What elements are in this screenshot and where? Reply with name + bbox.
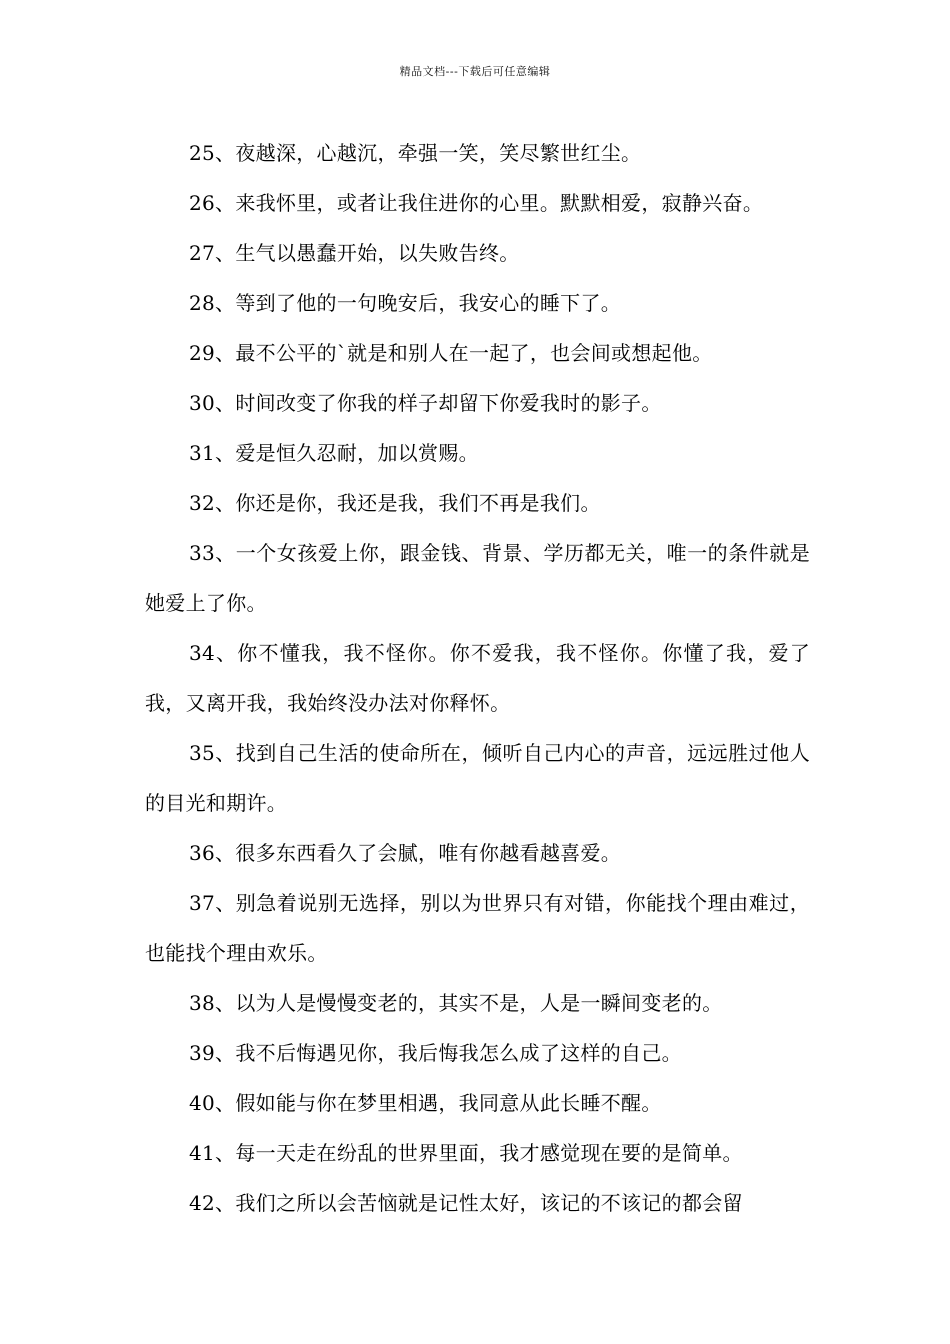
paragraph-39: 39、我不后悔遇见你，我后悔我怎么成了这样的自己。	[189, 1041, 682, 1065]
paragraph-31: 31、爱是恒久忍耐，加以赏赐。	[189, 441, 479, 465]
paragraph-30: 30、时间改变了你我的样子却留下你爱我时的影子。	[189, 391, 662, 415]
paragraph-28: 28、等到了他的一句晚安后，我安心的睡下了。	[189, 291, 622, 315]
page-header: 精品文档---下载后可任意编辑	[399, 65, 551, 78]
paragraph-32: 32、你还是你，我还是我，我们不再是我们。	[189, 491, 601, 515]
document-body	[145, 128, 810, 1228]
paragraph-41: 41、每一天走在纷乱的世界里面，我才感觉现在要的是简单。	[189, 1141, 743, 1165]
paragraph-37: 37、别急着说别无选择，别以为世界只有对错，你能找个理由难过，也能找个理由欢乐。	[145, 891, 810, 965]
paragraph-42: 42、我们之所以会苦恼就是记性太好，该记的不该记的都会留	[189, 1191, 743, 1215]
paragraph-26: 26、来我怀里，或者让我住进你的心里。默默相爱，寂静兴奋。	[189, 191, 764, 215]
paragraph-38: 38、以为人是慢慢变老的，其实不是，人是一瞬间变老的。	[189, 991, 723, 1015]
paragraph-27: 27、生气以愚蠢开始，以失败告终。	[189, 241, 520, 265]
paragraph-29: 29、最不公平的`就是和别人在一起了，也会间或想起他。	[189, 341, 713, 365]
paragraph-36: 36、很多东西看久了会腻，唯有你越看越喜爱。	[189, 841, 622, 865]
paragraph-40: 40、假如能与你在梦里相遇，我同意从此长睡不醒。	[189, 1091, 662, 1115]
paragraph-35: 35、找到自己生活的使命所在，倾听自己内心的声音，远远胜过他人的目光和期许。	[145, 741, 810, 815]
paragraph-33: 33、一个女孩爱上你，跟金钱、背景、学历都无关，唯一的条件就是她爱上了你。	[145, 541, 810, 615]
paragraph-25: 25、夜越深，心越沉，牵强一笑，笑尽繁世红尘。	[189, 141, 642, 165]
paragraph-34: 34、你不懂我，我不怪你。你不爱我，我不怪你。你懂了我，爱了我，又离开我，我始终没办法对你释怀。	[145, 641, 810, 715]
